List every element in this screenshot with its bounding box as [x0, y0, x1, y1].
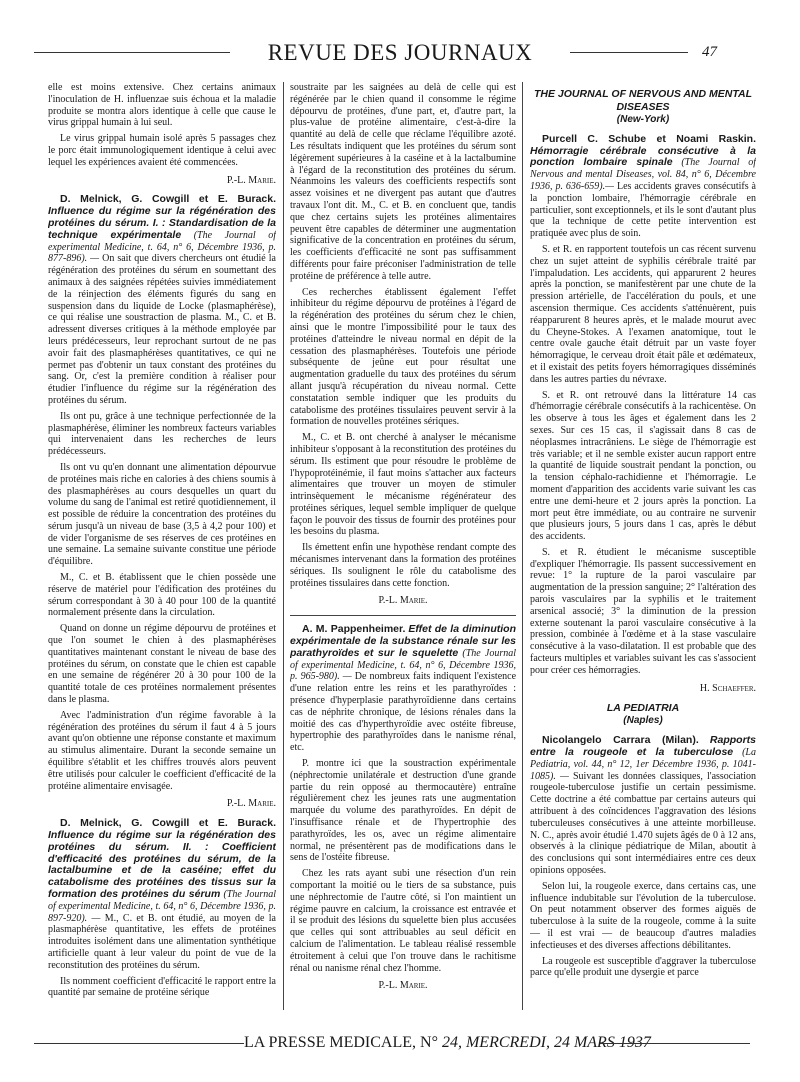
section-subheading: (Naples) [623, 715, 663, 727]
paragraph: Les accidents graves consécutifs à la ponction lombaire, l'hémorragie cérébrale en particulier, sont exceptionnels, et ils le sont d'autant plus que la technique de cette petite intervention est pratiquée avec plus de soin. [530, 180, 756, 240]
column-2 [290, 82, 516, 1012]
section-heading: THE JOURNAL OF NERVOUS AND MENTAL DISEASES [534, 88, 752, 113]
paragraph: S. et R. ont retrouvé dans la littérature 14 cas d'hémorragie cérébrale consécutifs à la rachicentèse. On les observe à tous les âges et également dans les 2 sexes. Sur ces 15 cas, il s'agissait dans 8 cas de néoplasmes intracrâniens. Le siège de l'hémorragie est très variable; et il ne semble exister aucun rapport entre la quantité de liquide soustrait pendant la ponction, ou la tension céphalo-rachidienne et l'hémorragie. Le moment d'apparition des accidents varie suivant les cas entre une demi-heure et 2 jours après la ponction. La mort peut être immédiate, ou au contraire ne survenir que plusieurs jours, 5 jours dans 1 cas, après le début des accidents. [530, 389, 756, 543]
article-authors: Nicolangelo Carrara (Milan). [542, 734, 699, 747]
paragraph: Quand on donne un régime dépourvu de protéines et que l'on soumet le chien à des plasmaphérèses quantitatives maintenant constant le niveau de base des protéines du sérum, on constate que le chien est capable en une semaine de régénérer 20 à 30 pour 100 de la quantité totale de ces protéines normalement présentes dans le plasma. [48, 623, 276, 706]
article-reference: (The Journal of experimental Medicine, t. 64, n° 6, Décembre 1936, p. 897-920). — [48, 889, 276, 924]
article-reference: (The Journal of experimental Medicine, t. 64, n° 6, Décembre 1936, p. 877-896). — [48, 229, 276, 265]
paragraph: soustraite par les saignées au delà de celle qui est régénérée par le chien quand il consomme le régime dépourvu de protéines, d'une part, et, d'autre part, la plus-value de protéine alimentaire, c'est-à-dire la quantité au delà de celle que réclame l'équilibre azoté. Les résultats indiquent que les protéines du sérum sont légèrement supérieures à la caséine et à la lactalbumine à l'égard de la reconstitution des protéines du sérum. Néanmoins les valeurs des coefficients respectifs sont assez voisines et ne divergent pas autant que d'autres travaux l'ont dit. M., C. et B. en concluent que, tandis que chez certains sujets les protéines alimentaires peuvent être capables de déterminer une augmentation significative de la concentration en protéines du sérum, les coefficients d'efficacité ne sont pas suffisamment différents pour faire préconiser l'administration de telle protéine de préférence à telle autre. [290, 82, 516, 282]
paragraph: Suivant les données classiques, l'association rougeole-tuberculose justifie un certain pessimisme. Cette doctrine a été combattue par certains auteurs qui attribuent à des coïncidences l'aggravation des lésions tuberculeuses consécutives à une atteinte morbilleuse. N. C., après avoir étudié 1.470 sujets âgés de 0 à 12 ans, observés à la clinique pédiatrique de Milan, aboutit à des conclusions qui sont intermédiaires entre ces deux opinions opposées. [530, 770, 756, 877]
paragraph: On sait que divers chercheurs ont étudié la régénération des protéines du sérum en soumettant des animaux à des saignées répétées suivies immédiatement de la réinjection des éléments figurés du sang en suspension dans du liquide de Locke (plasmaphérèse), ce qui réalise une soustraction de plasma. M., C. et B. adressent diverses critiques à la méthode employée par leurs prédécesseurs, leur reprochant surtout de ne pas avoir fait des plasmaphérèses quantitatives, ce qui ne permet pas d'obtenir un taux constant des protéines du sang. Or, c'est la première condition à réaliser pour étudier l'influence du régime sur la régénération des protéines du sérum. [48, 253, 276, 406]
article-heading [290, 624, 516, 754]
article-heading [530, 735, 756, 877]
article-title: Rapports entre la rougeole et la tuberculose [530, 734, 756, 759]
signature: P.-L. Marie. [226, 174, 276, 186]
paragraph: S. et R. en rapportent toutefois un cas récent survenu chez un sujet atteint de syphilis cérébrale traité par l'impaludation. Les accidents, qui apparurent 2 heures après la ponction, se manifestèrent par une chute de la pression artérielle, de l'accélération du pouls, et une ascension thermique. Ces accidents s'atténuèrent, puis réapparurent 8 heures après, et le malade mourut avec du Cheyne-Stokes. A l'examen anatomique, tout le centre ovale gauche était détruit par un vaste foyer hémorragique, le cerveau droit était pâle et œdémateux, et il existait des petits foyers hémorragiques disséminés dans les autres parties du névraxe. [530, 243, 756, 385]
column-1 [48, 82, 276, 1012]
article-title: Influence du régime sur la régénération des protéines du sérum. II. : Coefficient d'efficacité des protéines du sérum, de la lactalbumine et de la caséine; effet du catabolisme des protéines des tissus sur la formation des protéines du sérum [48, 829, 276, 900]
column-3 [530, 82, 756, 1012]
paragraph: La rougeole est susceptible d'aggraver la tuberculose parce qu'elle produit une dysergie et parce [530, 955, 756, 979]
article-heading [530, 134, 756, 240]
article-reference: (The Journal of Nervous and mental Diseases, vol. 84, n° 6, Décembre 1936, p. 636-659).— [530, 157, 756, 192]
paragraph: S. et R. étudient le mécanisme susceptible d'expliquer l'hémorragie. Ils passent successivement en revue: 1° la rupture de la paroi vasculaire par augmentation de la pression sanguine; 2° l'altération des parois vasculaires par la syphilis et le traitement arsenical associé; 3° la diminution de la pression externe soutenant la paroi vasculaire consécutive à la pression, combinée à l'œdème et à la stase vasculaire consécutive à la vaso-dilatation. Il est probable que des facteurs multiples et variables suivant les cas s'associent pour créer ces hémorragies. [530, 546, 756, 676]
article-authors: A. M. Pappenheimer. [302, 623, 406, 636]
section-subheading: (New-York) [616, 114, 670, 125]
article-title: Effet de la diminution expérimentale de la substance rénale sur les parathyroïdes et sur le squelette [290, 623, 516, 659]
footer-issue-number: 24, [441, 1034, 462, 1051]
footer-rule-right [600, 1043, 750, 1044]
paragraph: Ils ont vu qu'en donnant une alimentation dépourvue de protéines mais riche en calories à des chiens soumis à des plasmaphérèses au cours desquelles un quart du volume du sang de l'animal est retiré quotidiennement, il est possible de réduire la concentration des protéines du sérum jusqu'à un niveau de base (3,5 à 4,2 pour 100) et de vider l'organisme de ses réserves de ces protéines en une semaine. La semaine suivante constitue une période d'équilibre. [48, 461, 276, 568]
paragraph: M., C. et B. ont étudié, au moyen de la plasmaphérèse quantitative, les effets de protéines introduites isolément dans une alimentation synthétique artificielle quant à leur valeur du point de vue de la reconstitution des protéines du sérum. [48, 912, 276, 971]
article-reference: (La Pediatria, vol. 44, n° 12, 1er Décembre 1936, p. 1041-1085). — [530, 747, 756, 782]
page-number: 47 [702, 44, 717, 60]
article-authors: Purcell C. Schube et Noami Raskin. [542, 132, 756, 145]
paragraph: Ils ont pu, grâce à une technique perfectionnée de la plasmaphérèse, éliminer les nombreux facteurs variables qui intervenaient dans les recherches de leurs prédécesseurs. [48, 410, 276, 458]
paragraph: M., C. et B. établissent que le chien possède une réserve de matériel pour l'édification des protéines du sérum correspondant à 30 à 40 pour 100 de la quantité normalement présente dans la circulation. [48, 572, 276, 619]
header-rule-right [570, 52, 688, 53]
footer-rule-left [34, 1043, 244, 1044]
paragraph: elle est moins extensive. Chez certains animaux l'inoculation de H. influenzae suis échoua et la maladie produite se montra alors identique à celle que cause le virus grippal humain à lui seul. [48, 82, 276, 129]
article-heading [48, 194, 276, 406]
footer-journal-name: LA PRESSE MEDICALE, N° [244, 1034, 438, 1051]
signature: P.-L. Marie. [378, 595, 428, 607]
header-rule-left [34, 52, 230, 53]
signature: H. Schaeffer. [699, 682, 756, 694]
paragraph: M., C. et B. ont cherché à analyser le mécanisme inhibiteur s'opposant à la reconstitution des protéines du sérum. Ils estiment que pour résoudre le problème de l'hypoprotéinémie, il faut moins s'attacher aux facteurs alimentaires que trouver un moyen de stimuler intrinsèquement le mécanisme régénérateur des protéines sériques, lequel semble impliquer de quelque façon le pouvoir des tissus de fournir des protéines pour les besoins du plasma. [290, 432, 516, 538]
article-authors: D. Melnick, G. Cowgill et E. Burack. [60, 193, 276, 206]
column-divider-1 [283, 82, 284, 1010]
signature: P.-L. Marie. [378, 980, 428, 992]
paragraph: De nombreux faits indiquent l'existence d'une relation entre les reins et les parathyroïdes : présence d'hyperplasie parathyroïdienne dans certains cas de néphrite chronique, de lésions rénales dans la moitié des cas d'hyperthyroïdie avec ostéite fibreuse, hypertrophie des parathyroïdes dans le nanisme rénal, etc. [290, 671, 516, 754]
footer-journal [244, 1034, 651, 1052]
paragraph: Ces recherches établissent également l'effet inhibiteur du régime dépourvu de protéines à l'égard de la régénération des protéines du sérum chez le chien, ainsi que le montre l'impossibilité pour le taux des protéines d'atteindre le niveau normal en dépit de la cessation des plasmaphérèses. Toutefois une période subséquente de jeûne eut pour résultat une augmentation graduelle du taux des protéines du sérum allant jusqu'à récupération du niveau normal. Cette constatation semble indiquer que les produits du catabolisme des protéines tissulaires peuvent servir à la formation de nouvelles protéines sériques. [290, 286, 516, 428]
article-heading [48, 818, 276, 971]
paragraph: Ils émettent enfin une hypothèse rendant compte des mécanismes intervenant dans la formation des protéines sériques. Ils soulignent le rôle du catabolisme des protéines tissulaires dans cette fonction. [290, 542, 516, 589]
page-title: REVUE DES JOURNAUX [267, 40, 533, 65]
article-title: Hémorragie cérébrale consécutive à la ponction lombaire spinale [530, 144, 756, 169]
article-title: Influence du régime sur la régénération des protéines du sérum. I. : Standardisation de la technique expérimentale [48, 205, 276, 241]
section-heading: LA PEDIATRIA [606, 702, 680, 715]
paragraph: Selon lui, la rougeole exerce, dans certains cas, une influence indubitable sur l'évolution de la tuberculose. On peut notamment observer des formes aiguës de tuberculose à la suite de la rougeole, comme à la suite — il est vrai — de beaucoup d'autres maladies infectieuses et des diverses affections débilitantes. [530, 880, 756, 951]
footer-date: MERCREDI, 24 MARS 1937 [465, 1034, 651, 1051]
column-divider-2 [522, 82, 523, 1010]
article-reference: (The Journal of experimental Medicine, t. 64, n° 6, Décembre 1936, p. 965-980). — [290, 647, 516, 683]
article-separator [290, 615, 516, 616]
paragraph: P. montre ici que la soustraction expérimentale (néphrectomie unilatérale et destruction d'une grande partie du rein opposé au thermocautère) entraîne régulièrement chez les jeunes rats une augmentation marquée du volume des parathyroïdes. En dépit de l'insuffisance rénale et de l'hypertrophie des parathyroïdes, les os, avec un régime alimentaire normal, ne présentèrent pas de modifications dans le sens de l'ostéite fibreuse. [290, 758, 516, 864]
paragraph: Ils nomment coefficient d'efficacité le rapport entre la quantité par semaine de protéine sérique [48, 975, 276, 999]
paragraph: Chez les rats ayant subi une résection d'un rein comportant la moitié ou le tiers de sa substance, puis une néphrectomie de l'autre côté, si l'on maintient un régime pauvre en calcium, la croissance est entravée et il se produit des lésions du squelette bien plus accusées que celles qui sont attribuables au seul déficit en calcium de l'alimentation. Le tableau réalisé ressemble étroitement à celui que l'on trouve dans le rachitisme rénal ou nanisme rénal chez l'homme. [290, 868, 516, 974]
paragraph: Le virus grippal humain isolé après 5 passages chez le porc était immunologiquement identique à celui avec lequel les expériences avaient été commencées. [48, 133, 276, 168]
signature: P.-L. Marie. [226, 798, 276, 810]
article-authors: D. Melnick, G. Cowgill et E. Burack. [60, 817, 276, 830]
paragraph: Avec l'administration d'un régime favorable à la régénération des protéines du sérum il faut 4 à 5 jours avant qu'on obtienne une réponse constante et maximum au stimulus alimentaire. Durant la seconde semaine un équilibre s'établit et les chiffres trouvés alors peuvent être utilisés pour calculer le coefficient d'efficacité de la protéine alimentaire envisagée. [48, 709, 276, 792]
